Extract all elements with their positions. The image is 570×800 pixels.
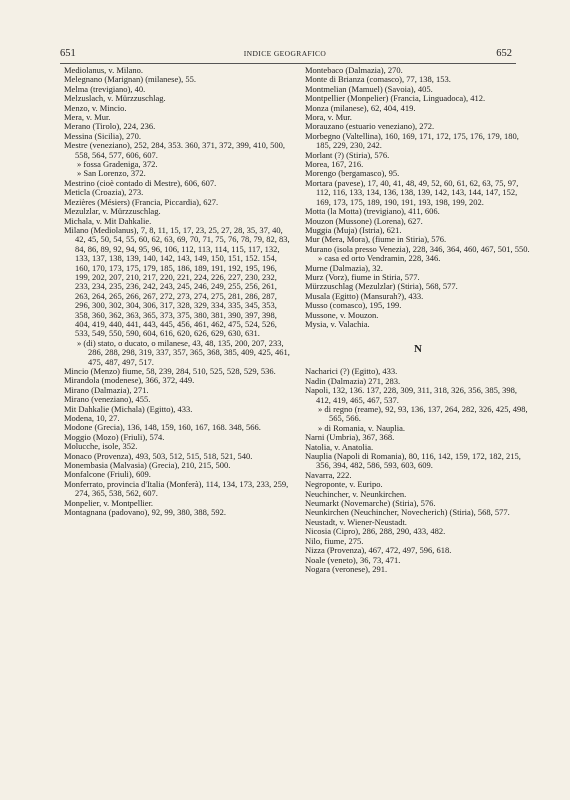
index-entry: Modena, 10, 27. <box>64 413 120 424</box>
index-entry: Murano (isola presso Venezia), 228, 346, 364, 460, 467, 501, 550. <box>305 243 530 254</box>
index-entry: » San Lorenzo, 372. <box>77 168 146 179</box>
index-entry: Mirano (Dalmazia), 271. <box>64 384 149 395</box>
index-entry: Neunkirchen (Neuchincher, Novecherich) (Stiria), 568, 577. <box>305 507 510 518</box>
index-entry: Moggio (Mozo) (Friuli), 574. <box>64 431 165 442</box>
index-entry: Nacharici (?) (Egitto), 433. <box>305 366 398 377</box>
index-entry: Narni (Umbria), 367, 368. <box>305 432 395 443</box>
index-entry: Mezulzlar, v. Mürzzuschlag. <box>64 206 161 217</box>
index-entry: Mysia, v. Valachia. <box>305 318 370 329</box>
index-entry: Melma (trevigiano), 40. <box>64 83 146 94</box>
index-entry: Mezières (Mésiers) (Francia, Piccardia), 627. <box>64 196 219 207</box>
index-entry: Milano (Mediolanus), 7, 8, 11, 15, 17, 23, 25, 27, 28, 35, 37, 40, 42, 45, 50, 54, 55, 60, 62, 63, 69, 70, 71, 75, 76, 78, 79, 82, 83, 84, 86, 89, 92, 94, 95, 96, 106, 112, 113, 114, 115, 117, 132, 133, 137, 138, 139, 140, 142, 143, 149, 150, 151, 152. 154, 160, 170, 173, 175, 179, 185, 186, 189, 191, 192, 195, 196, 199, 202, 207, 210, 217, 220, 221, 224, 226, 227, 230, 232, 233, 234, 235, 236, 242, 243, 245, 246, 249, 255, 256, 261, 263, 264, 265, 266, 267, 272, 273, 274, 275, 281, 286, 287, 296, 300, 302, 304, 306, 317, 328, 329, 334, 335, 345, 353, 358, 360, 362, 363, 365, 373, 375, 380, 381, 390, 397, 398, 404, 419, 440, 441, 443, 445, 456, 461, 462, 475, 524, 526, 533, 549, 550, 590, 604, 616, 620, 626, 629, 630, 631. <box>64 224 290 339</box>
index-entry: Nauplia (Napoli di Romania), 80, 116, 142, 159, 172, 182, 215, 356, 394, 482, 586, 593, 603, 609. <box>305 451 521 471</box>
index-entry: Monferrato, provincia d'Italia (Monferà), 114, 134, 173, 233, 259, 274, 365, 538, 562, 607. <box>64 478 289 499</box>
right-column <box>305 66 531 574</box>
section-letter: N <box>414 343 422 356</box>
index-entry: Nicosia (Cipro), 286, 288, 290, 433, 482. <box>305 526 446 537</box>
running-title: INDICE GEOGRAFICO <box>243 49 327 58</box>
index-entry: Montmelian (Mamuel) (Savoia), 405. <box>305 83 433 94</box>
index-entry: Murz (Vorz), fiume in Stiria, 577. <box>305 271 420 282</box>
index-entry: » fossa Gradeniga, 372. <box>77 159 158 170</box>
index-entry: » (di) stato, o ducato, o milanese, 43, 48, 135, 200, 207, 233, 286, 288, 298, 319, 337, 357, 365, 368, 385, 409, 425, 461, 475, 487, 497, 517. <box>77 337 290 367</box>
index-entry: Monaco (Provenza), 493, 503, 512, 515, 518, 521, 540. <box>64 450 253 461</box>
index-entry: Murne (Dalmazia), 32. <box>305 262 383 273</box>
index-entry: Mürzzuschlag (Mezulzlar) (Stiria), 568, 577. <box>305 281 458 292</box>
index-entry: Motta (la Motta) (trevigiano), 411, 606. <box>305 206 440 217</box>
index-entry: Nogara (veronese), 291. <box>305 563 388 574</box>
index-entry: Negroponte, v. Euripo. <box>305 479 383 490</box>
page-number-left: 651 <box>60 48 76 59</box>
index-entry: Nilo, fiume, 275. <box>305 535 364 546</box>
index-entry: Morbegno (Valtellina), 160, 169, 171, 172, 175, 176, 179, 180, 185, 229, 230, 242. <box>305 130 519 151</box>
index-entry: Noale (veneto), 36, 73, 471. <box>305 554 401 565</box>
index-entry: Mirano (veneziano), 455. <box>64 394 151 405</box>
index-entry: Muggia (Muja) (Istria), 621. <box>305 224 402 235</box>
index-entry: Meticla (Croazia), 273. <box>64 187 144 198</box>
index-entry: Morlant (?) (Stiria), 576. <box>305 149 390 160</box>
index-entry: Monza (milanese), 62, 404, 419. <box>305 102 416 113</box>
index-entry: » casa ed orto Vendramin, 228, 346. <box>318 253 441 264</box>
index-entry: » di regno (reame), 92, 93, 136, 137, 264, 282, 326, 425, 498, 565, 566. <box>318 404 528 424</box>
index-entry: Morea, 167, 216. <box>305 159 364 170</box>
index-entry: Mera, v. Mur. <box>64 112 111 123</box>
index-entry: Monembasia (Malvasia) (Grecia), 210, 215, 500. <box>64 460 231 471</box>
index-entry: Michala, v. Mit Dahkalie. <box>64 215 152 226</box>
right-column-n-entries <box>305 367 531 574</box>
index-entry: Montpellier (Monpelier) (Francia, Linguadoca), 412. <box>305 93 486 104</box>
index-entry: » di Romania, v. Nauplia. <box>318 422 406 433</box>
index-entry: Musala (Egitto) (Mansurah?), 433. <box>305 290 424 301</box>
index-entry: Messina (Sicilia), 270. <box>64 130 141 141</box>
index-entry: Mora, v. Mur. <box>305 112 352 123</box>
index-entry: Monfalcone (Friuli), 609. <box>64 469 151 480</box>
right-column-m-entries <box>305 66 531 329</box>
index-entry: Navarra, 222. <box>305 469 352 480</box>
index-entry: Mur (Mera, Mora), (fiume in Stiria), 576. <box>305 234 447 245</box>
header-rule <box>60 63 516 64</box>
index-entry: Melzuslach, v. Mürzzuschlag. <box>64 93 166 104</box>
index-entry: Napoli, 132, 136. 137, 228, 309, 311, 318, 326, 356, 385, 398, 412, 419, 465, 467, 537. <box>305 385 517 405</box>
index-entry: Neustadt, v. Wiener-Neustadt. <box>305 516 407 527</box>
index-entry: Menzo, v. Mincio. <box>64 102 127 113</box>
index-entry: Montebaco (Dalmazia), 270. <box>305 65 403 75</box>
index-entry: Mouzon (Mussone) (Lorena), 627. <box>305 215 423 226</box>
index-entry: Mincio (Menzo) fiume, 58, 239, 284, 510, 525, 528, 529, 536. <box>64 366 276 376</box>
index-entry: Mit Dahkalie (Michala) (Egitto), 433. <box>64 403 193 414</box>
index-entry: Melegnano (Marignan) (milanese), 55. <box>64 74 196 85</box>
index-entry: Molucche, isole, 352. <box>64 441 138 452</box>
index-entry: Modone (Grecia), 136, 148, 159, 160, 167, 168. 348, 566. <box>64 422 261 433</box>
index-entry: Nizza (Provenza), 467, 472, 497, 596, 618. <box>305 545 452 556</box>
index-entry: Mestre (veneziano), 252, 284, 353. 360, 371, 372, 399, 410, 500, 558, 564, 577, 606, 607. <box>64 140 285 160</box>
index-entry: Neuchincher, v. Neunkirchen. <box>305 488 407 499</box>
index-entry: Mestrino (cioè contado di Mestre), 606, 607. <box>64 177 217 188</box>
index-entry: Mortara (pavese), 17, 40, 41, 48, 49, 52, 60, 61, 62, 63, 75, 97, 112, 116, 133, 134, 136, 138, 139, 142, 143, 144, 147, 152, 169, 173, 175, 189, 190, 191, 193, 198, 199, 202. <box>305 177 519 207</box>
index-entry: Neumarkt (Novemarche) (Stiria), 576. <box>305 498 436 509</box>
index-entry: Morengo (bergamasco), 95. <box>305 168 400 179</box>
index-entry: Morauzano (estuario veneziano), 272. <box>305 121 435 132</box>
index-entry: Musso (comasco), 195, 199. <box>305 300 402 311</box>
index-entry: Mussone, v. Mouzon. <box>305 309 379 320</box>
left-column <box>64 66 290 518</box>
page-header <box>0 48 570 62</box>
index-entry: Nadin (Dalmazia) 271, 283. <box>305 375 401 386</box>
index-entry: Natolia, v. Anatolia. <box>305 441 374 452</box>
index-entry: Mirandola (modenese), 366, 372, 449. <box>64 375 195 386</box>
index-entry: Merano (Tirolo), 224, 236. <box>64 121 156 132</box>
index-entry: Mediolanus, v. Milano. <box>64 65 144 75</box>
page-number-right: 652 <box>496 48 512 59</box>
index-entry: Montagnana (padovano), 92, 99, 380, 388, 592. <box>64 507 226 518</box>
index-entry: Monpelier, v. Montpellier. <box>64 497 154 508</box>
index-entry: Monte di Brianza (comasco), 77, 138, 153. <box>305 74 451 85</box>
